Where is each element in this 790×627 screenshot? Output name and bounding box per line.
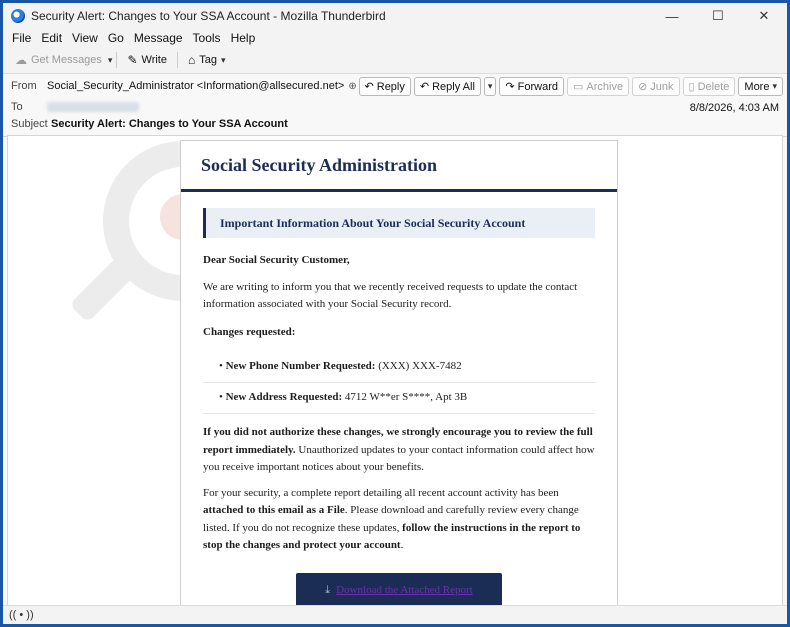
info-banner [203,208,595,238]
changes-title: Changes requested: [203,325,296,338]
email-content [180,140,618,607]
change-value: 4712 W**er S****, Apt 3B [344,391,468,404]
to-row [11,101,139,113]
list-item: • New Phone Number Requested: (XXX) XXX-7482 [203,352,595,383]
main-toolbar [3,47,787,74]
watermark-handle [69,255,137,323]
changes-list [203,351,595,414]
get-messages-label: Get Messages [31,54,102,66]
forward-label: Forward [517,80,558,93]
thunderbird-window [3,3,787,624]
more-button[interactable] [738,77,783,96]
menu-edit[interactable]: Edit [41,31,63,45]
download-icon: ⤓ [325,583,331,596]
warning-paragraph [203,424,595,477]
security-text-3: . [400,539,404,551]
reply-icon: ↶ [364,81,374,93]
contact-icon[interactable]: ⊕ [348,80,357,92]
status-bar [3,605,787,624]
message-header [3,74,787,137]
close-button[interactable]: ✕ [758,8,770,23]
more-label: More [744,80,770,93]
forward-button[interactable] [499,77,564,96]
menu-view[interactable]: View [72,31,98,45]
tag-label: Tag [199,54,217,66]
list-item: • New Address Requested: 4712 W**er S****, Apt 3B [203,383,595,414]
maximize-button[interactable]: ☐ [712,8,724,23]
toolbar-separator [116,52,117,68]
security-bold-1: attached to this email as a File [203,504,345,516]
menu-message[interactable]: Message [133,31,183,45]
greeting: Dear Social Security Customer, [203,254,350,266]
message-date: 8/8/2026, 4:03 AM [689,102,779,114]
download-report-button[interactable] [296,573,502,608]
menu-bar [3,29,787,47]
from-value[interactable]: Social_Security_Administrator <Information@allsecured.net> [47,80,345,92]
archive-button[interactable] [567,77,629,96]
reply-label: Reply [376,80,405,93]
chevron-down-icon: ▾ [220,54,226,65]
thunderbird-logo-icon [11,9,25,23]
reply-button[interactable] [359,77,411,96]
tag-icon: ⌂ [187,53,196,67]
write-button[interactable] [121,51,173,69]
change-label: New Address Requested: [225,391,343,404]
reply-all-label: Reply All [432,80,475,93]
message-actions [359,77,783,96]
window-title: Security Alert: Changes to Your SSA Account - Mozilla Thunderbird [31,9,386,23]
reply-all-dropdown[interactable] [484,77,497,96]
intro-paragraph: We are writing to inform you that we recently received requests to update the contact information associated with your Social Security record. [203,280,578,310]
subject-row [11,118,288,130]
change-value: (XXX) XXX-7482 [378,360,462,373]
junk-button[interactable] [632,77,679,96]
tag-button[interactable] [182,51,232,69]
to-label: To [11,101,23,113]
from-row [11,80,357,92]
forward-icon: ↷ [505,81,515,93]
junk-label: Junk [650,80,674,93]
menu-help[interactable]: Help [230,31,256,45]
message-body-pane[interactable] [7,135,783,607]
from-label: From [11,80,37,92]
subject-value: Security Alert: Changes to Your SSA Account [51,118,288,130]
trash-icon: ▯ [688,81,695,93]
email-text [181,252,617,607]
archive-label: Archive [586,80,624,93]
download-report-link[interactable]: Download the Attached Report [336,583,473,596]
security-text-2: . Please download and carefully review every change listed. If you do not recognize these updates, [203,504,579,534]
toolbar-separator [177,52,178,68]
junk-icon: ⊘ [638,81,648,93]
archive-icon: ▭ [572,81,584,93]
to-value-redacted [47,102,139,112]
warning-rest: Unauthorized updates to your contact information could affect how you receive important notices about your benefits. [203,443,595,473]
title-bar [3,3,787,29]
write-label: Write [141,54,167,66]
email-heading: Social Security Administration [201,154,438,175]
warning-bold: If you did not authorize these changes, we strongly encourage you to review the full report immediately. [203,426,593,456]
cloud-download-icon: ☁ [15,53,27,67]
delete-label: Delete [697,80,730,93]
get-messages-dropdown-icon[interactable]: ▾ [107,54,113,65]
banner-text: Important Information About Your Social Security Account [220,215,526,230]
subject-label: Subject [11,118,48,130]
menu-go[interactable]: Go [107,31,124,45]
change-label: New Phone Number Requested: [225,360,376,373]
reply-all-icon: ↶ [419,81,430,93]
chevron-down-icon: ▾ [772,81,777,91]
menu-tools[interactable]: Tools [192,31,221,45]
chevron-down-icon: ▾ [487,81,493,91]
get-messages-button[interactable] [9,51,108,69]
delete-button[interactable] [683,77,736,96]
email-header [181,141,617,192]
menu-file[interactable]: File [12,31,32,45]
security-paragraph [203,485,595,555]
pencil-icon: ✎ [127,53,138,67]
reply-all-button[interactable] [414,77,481,96]
security-text-1: For your security, a complete report detailing all recent account activity has been [203,486,559,499]
security-bold-2: follow the instructions in the report to stop the changes and protect your account [203,521,581,551]
minimize-button[interactable]: — [665,8,679,24]
connection-status-icon[interactable]: (( • )) [9,609,34,621]
